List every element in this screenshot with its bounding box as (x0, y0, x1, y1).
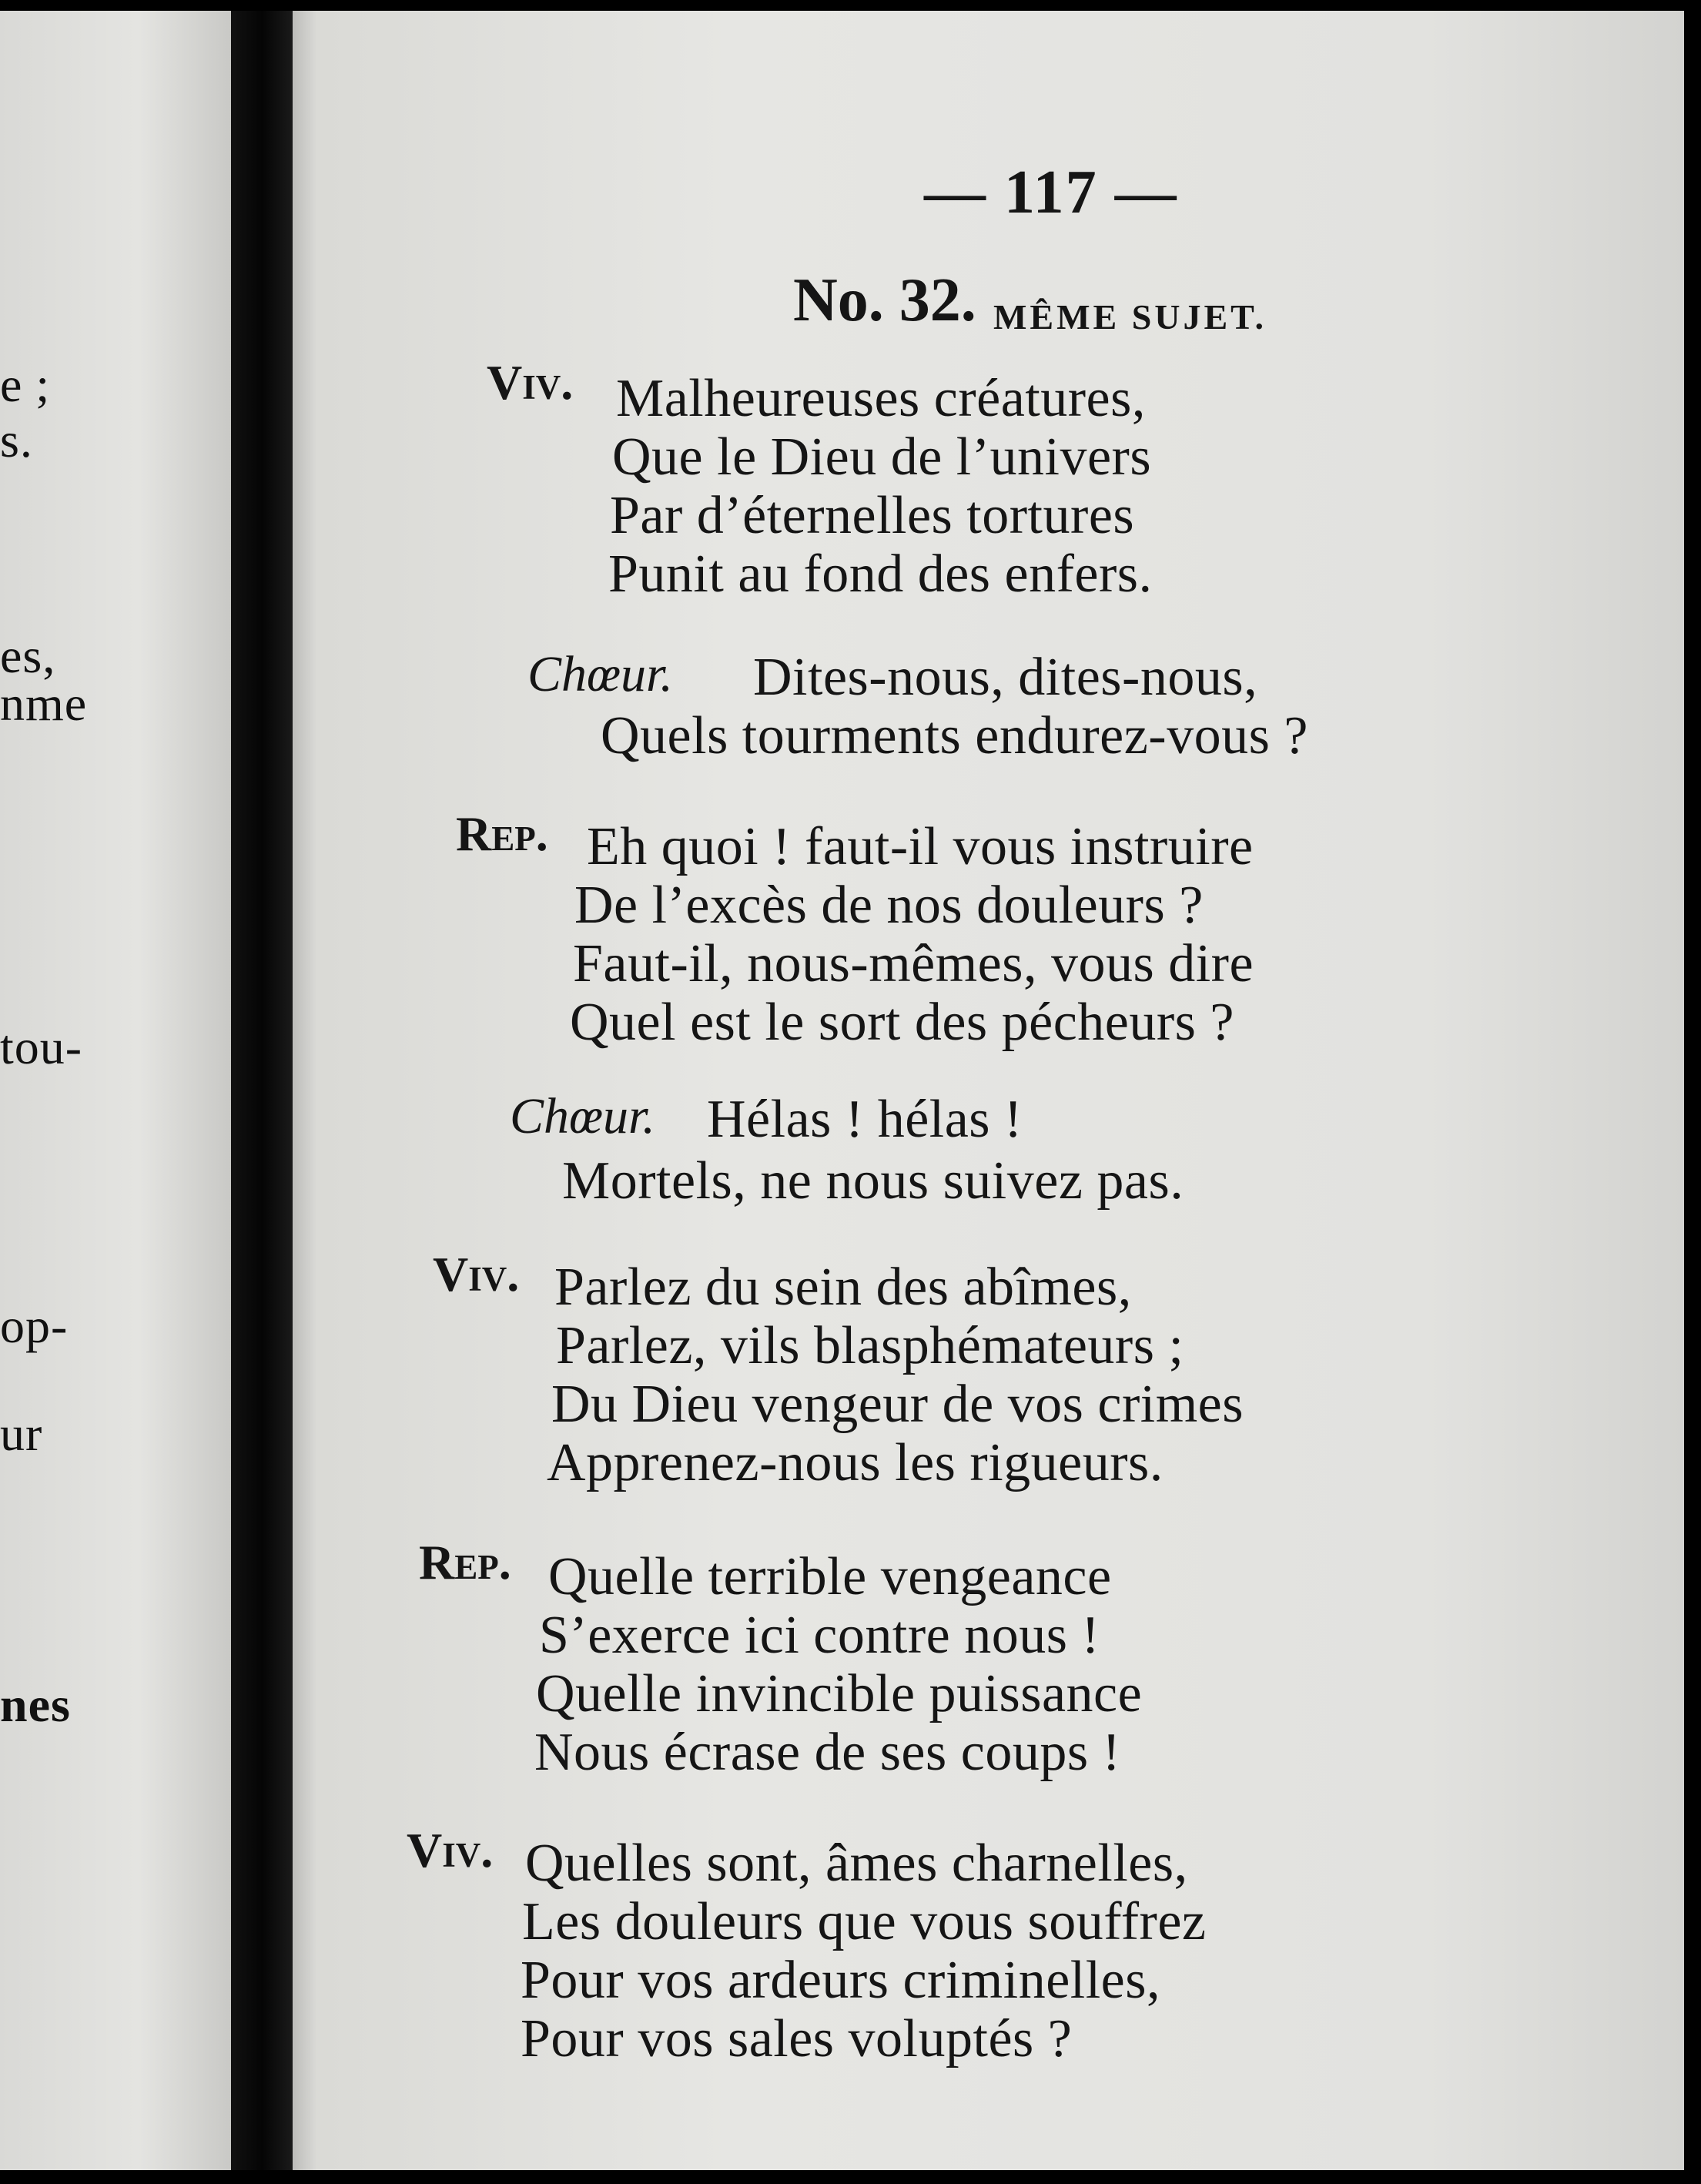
verse-line: Du Dieu vengeur de vos crimes (551, 1375, 1244, 1434)
scan-border-right (1684, 0, 1701, 2184)
verse-line: Quel est le sort des pécheurs ? (570, 993, 1234, 1052)
verse-line: Pour vos ardeurs criminelles, (521, 1951, 1160, 2010)
book-gutter (231, 0, 293, 2184)
left-fragment-text: e ; (0, 357, 51, 412)
verse-line: Quels tourments endurez-vous ? (601, 706, 1308, 765)
verse-line: Que le Dieu de l’univers (612, 427, 1152, 487)
verse-line: Les douleurs que vous souffrez (522, 1892, 1207, 1951)
hymn-subject: MÊME SUJET. (993, 297, 1267, 337)
verse-line: Quelles sont, âmes charnelles, (525, 1834, 1188, 1893)
speaker-label: Rep. (456, 806, 548, 861)
verse-line: S’exerce ici contre nous ! (539, 1606, 1100, 1665)
left-fragment-text: nes (0, 1677, 71, 1732)
verse-line: Mortels, ne nous suivez pas. (562, 1151, 1184, 1211)
verse-line: Hélas ! hélas ! (707, 1090, 1023, 1149)
verse-line: Pour vos sales voluptés ? (521, 2009, 1073, 2068)
left-fragment-text: tou- (0, 1020, 83, 1074)
verse-line: Parlez du sein des abîmes, (554, 1258, 1132, 1317)
scan-border-bottom (0, 2170, 1701, 2184)
verse-line: Quelle terrible vengeance (548, 1547, 1112, 1606)
verse-line: De l’excès de nos douleurs ? (574, 876, 1204, 935)
verse-line: Punit au fond des enfers. (608, 544, 1153, 604)
gutter-shadow (293, 0, 316, 2184)
previous-page-fragment (0, 0, 231, 2184)
speaker-label: Rep. (419, 1535, 511, 1589)
speaker-label: Viv. (487, 355, 574, 410)
page-number: — 117 — (924, 159, 1178, 226)
speaker-label: Viv. (407, 1823, 494, 1878)
verse-line: Nous écrase de ses coups ! (534, 1723, 1121, 1782)
left-fragment-text: ur (0, 1406, 43, 1461)
verse-line: Apprenez-nous les rigueurs. (547, 1433, 1164, 1492)
left-fragment-text: es, (0, 628, 56, 683)
verse-line: Faut-il, nous-mêmes, vous dire (573, 934, 1254, 993)
verse-line: Malheureuses créatures, (616, 369, 1146, 428)
left-fragment-text: nme (0, 676, 88, 731)
left-fragment-text: s. (0, 413, 33, 467)
verse-line: Eh quoi ! faut-il vous instruire (587, 817, 1254, 876)
chorus-label: Chœur. (527, 646, 673, 702)
verse-line: Dites-nous, dites-nous, (753, 648, 1258, 707)
chorus-label: Chœur. (510, 1088, 655, 1144)
left-fragment-text: op- (0, 1298, 69, 1353)
speaker-label: Viv. (433, 1247, 520, 1301)
verse-line: Par d’éternelles tortures (610, 486, 1135, 545)
hymn-number: No. 32. (793, 266, 976, 334)
verse-line: Quelle invincible puissance (536, 1664, 1143, 1723)
verse-line: Parlez, vils blasphémateurs ; (556, 1316, 1184, 1375)
scan-border-top (0, 0, 1701, 11)
